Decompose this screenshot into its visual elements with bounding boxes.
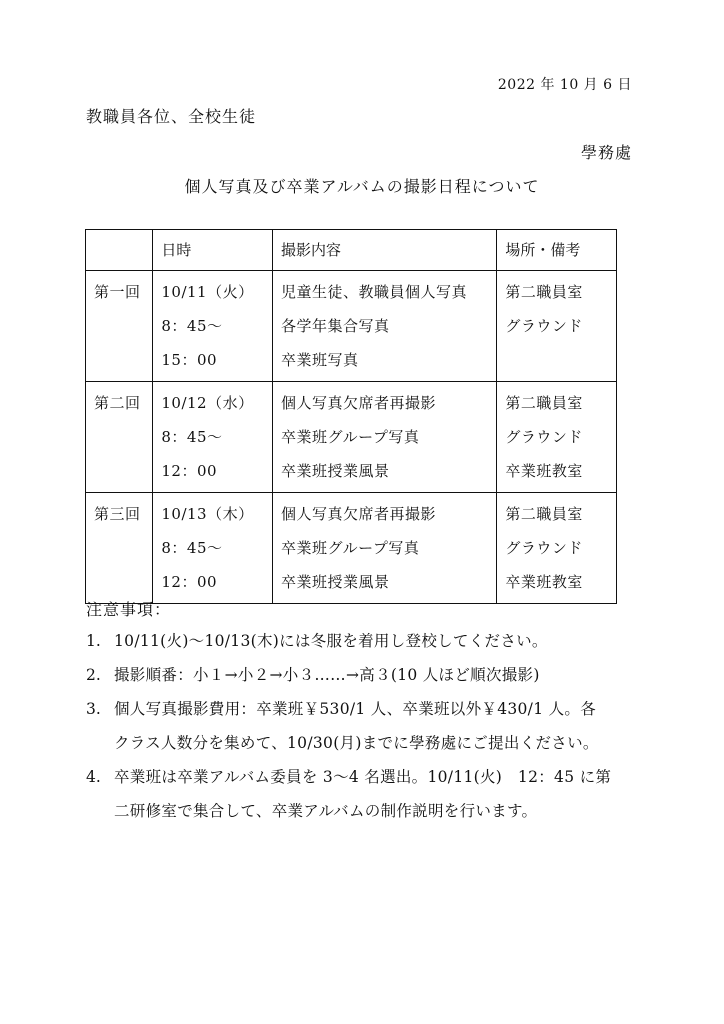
start-time: 8：45〜	[161, 317, 223, 335]
place-line: 卒業班教室	[505, 573, 583, 591]
header-content: 撮影内容	[273, 230, 497, 271]
header-place: 場所・備考	[497, 230, 617, 271]
content-cell	[273, 271, 497, 382]
place-line	[505, 343, 616, 377]
content-line: 卒業班写真	[281, 351, 359, 369]
round-label: 第三回	[94, 505, 141, 523]
table-header-row	[86, 230, 617, 271]
place-line: グラウンド	[505, 428, 583, 446]
addressee: 教職員各位、全校生徒	[86, 107, 257, 126]
content-line: 卒業班授業風景	[281, 462, 390, 480]
round-label: 第一回	[94, 283, 141, 301]
table-row	[86, 382, 617, 493]
round-cell	[86, 271, 153, 382]
place-cell	[497, 493, 617, 604]
place-line: 第二職員室	[505, 283, 583, 301]
note-number: 1.	[86, 632, 101, 650]
table-row	[86, 493, 617, 604]
start-time: 8：45〜	[161, 539, 223, 557]
document-title: 個人写真及び卒業アルバムの撮影日程について	[184, 177, 540, 196]
note-text: 二研修室で集合して、卒業アルバムの制作説明を行います。	[114, 802, 538, 820]
note-text: クラス人数分を集めて、10/30(月)までに學務處にご提出ください。	[114, 734, 599, 752]
end-time: 12：00	[161, 462, 218, 480]
content-line: 個人写真欠席者再撮影	[281, 394, 437, 412]
content-line: 個人写真欠席者再撮影	[281, 505, 437, 523]
note-number: 4.	[86, 768, 101, 786]
note-text: 撮影順番：小１→小２→小３……→高３(10 人ほど順次撮影)	[114, 666, 540, 684]
datetime-cell	[153, 271, 273, 382]
content-cell	[273, 382, 497, 493]
start-time: 8：45〜	[161, 428, 223, 446]
content-line: 卒業班グループ写真	[281, 539, 420, 557]
list-item	[86, 760, 646, 828]
content-line: 児童生徒、教職員個人写真	[281, 283, 468, 301]
note-text: 卒業班は卒業アルバム委員を 3〜4 名選出。10/11(火) 12：45 に第	[114, 768, 612, 786]
schedule-table	[85, 229, 617, 604]
note-text: 個人写真撮影費用：卒業班￥530/1 人、卒業班以外￥430/1 人。各	[114, 700, 596, 718]
place-cell	[497, 271, 617, 382]
round-cell	[86, 382, 153, 493]
list-item	[86, 624, 646, 658]
datetime-cell	[153, 493, 273, 604]
note-number: 3.	[86, 700, 101, 718]
place-line: 第二職員室	[505, 505, 583, 523]
list-item	[86, 692, 646, 760]
date-text: 10/11（火）	[161, 283, 254, 301]
place-line: 卒業班教室	[505, 462, 583, 480]
place-cell	[497, 382, 617, 493]
issuer: 學務處	[580, 143, 632, 162]
content-line: 卒業班グループ写真	[281, 428, 420, 446]
header-datetime: 日時	[153, 230, 273, 271]
date-text: 10/12（水）	[161, 394, 254, 412]
content-line: 卒業班授業風景	[281, 573, 390, 591]
end-time: 15：00	[161, 351, 218, 369]
content-line: 各学年集合写真	[281, 317, 390, 335]
content-cell	[273, 493, 497, 604]
datetime-cell	[153, 382, 273, 493]
place-line: 第二職員室	[505, 394, 583, 412]
table-row	[86, 271, 617, 382]
date-text: 10/13（木）	[161, 505, 254, 523]
round-cell	[86, 493, 153, 604]
list-item	[86, 658, 646, 692]
end-time: 12：00	[161, 573, 218, 591]
place-line: グラウンド	[505, 317, 583, 335]
notes-heading: 注意事項：	[86, 600, 172, 619]
header-round	[86, 230, 153, 271]
document-date: 2022 年 10 月 6 日	[497, 77, 632, 93]
note-number: 2.	[86, 666, 101, 684]
round-label: 第二回	[94, 394, 141, 412]
place-line: グラウンド	[505, 539, 583, 557]
note-text: 10/11(火)〜10/13(木)には冬服を着用し登校してください。	[114, 632, 548, 650]
notes-list	[86, 624, 646, 828]
